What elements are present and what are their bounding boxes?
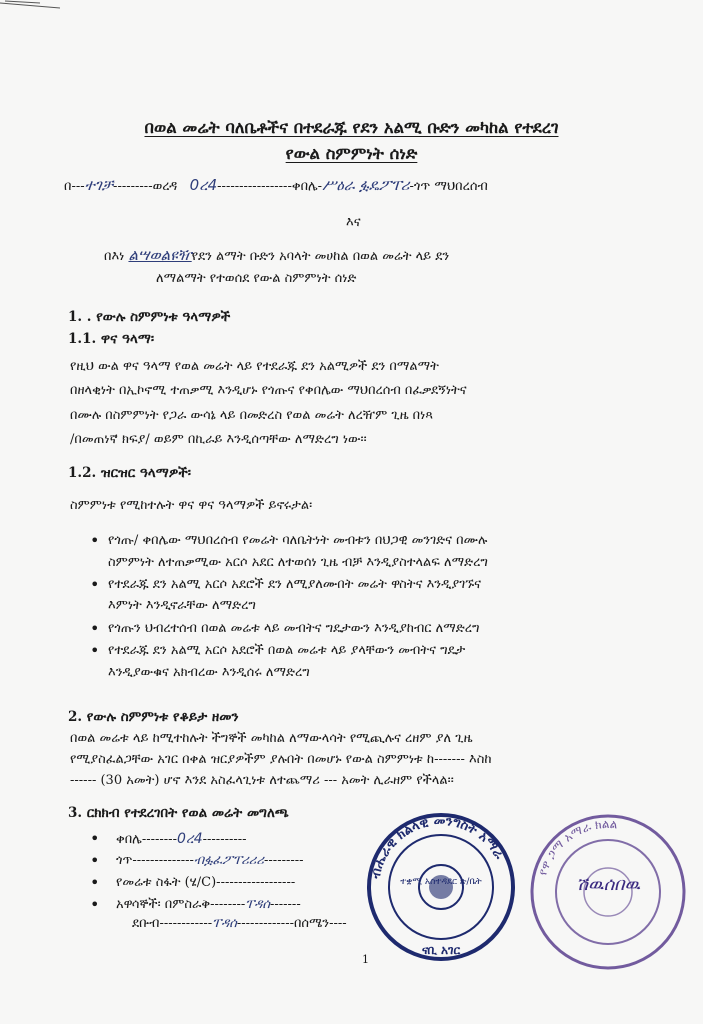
section-1-2-intro: ስምምነቱ የሚከተሉት ዋና ዋና ዓላማዎች ይኖሩታል፡	[70, 498, 313, 513]
svg-text:ተቋሚ አስተዳደር ጽ/ቤት: ተቋሚ አስተዳደር ጽ/ቤት	[400, 877, 482, 887]
svg-text:ብሔራዊ ክልላዊ መንግስት አማራ: ብሔራዊ ክልላዊ መንግስት አማራ	[368, 813, 507, 881]
section-1-heading: 1. . የውሉ ስምምነቱ ዓላማዎች	[68, 309, 231, 325]
svg-text:ሽዉሰበዉ: ሽዉሰበዉ	[575, 874, 641, 895]
section-2-line: ------ (30 አመት) ሆኖ እንደ አስፈላጊነቱ ለተጨማሪ --- አመት ሊራዘም የችላል፡፡	[70, 773, 454, 788]
para-line: በዘላቂነት በኢኮኖሚ ተጠቃሚ እንዲሆኑ የጎጡና የቀበሌው ማህበረሰብ በፈቃደኝነትና	[70, 383, 467, 398]
handwritten-kebele: ሥዕራ ፏዴፖፐሪ	[322, 176, 410, 194]
bullet-line: እምነት እንዲኖራቸው ለማድረግ	[108, 598, 256, 613]
bullet-line: የተደራጁ ደን አልሚ አርሶ አደሮች ደን ለሚያለሙበት መሬት ዋስትና እንዲያገኙና	[108, 577, 481, 592]
bullet-line: የተደራጁ ደን አልሚ አርሶ አደሮች በወል መሬቱ ላይ ያላቸውን መብትና ግዴታ	[108, 643, 466, 658]
intro-line-3: ለማልማት የተወሰደ የውል ስምምነት ሰነድ	[156, 271, 357, 286]
official-seal-right	[522, 812, 694, 974]
bullet-dot: •	[90, 641, 100, 660]
field-south: ደቡብ------------ፐዳሰ-------------በሰሜን----	[132, 916, 347, 931]
section-2-line: በወል መሬቱ ላይ ከሚተከሉት ችግኞች መካከል ለማውላሳት የሚጪሉና ረዘም ያለ ጊዜ	[70, 731, 473, 746]
section-3-heading: 3. ርክክብ የተደረገበት የወል መሬት መግለጫ	[68, 805, 289, 821]
bullet-line: የጎጡን ህብረተሰብ በወል መሬቱ ላይ መብትና ግዴታውን እንዲያከብር ለማድረግ	[108, 621, 480, 636]
bullet-line: ስምምነት ለተጠቃሚው አርሶ አደር ለተወሰነ ጊዜ ብቻ እንዲያስተላልፍ ለማድረግ	[108, 555, 488, 570]
scan-mark	[0, 0, 80, 20]
section-1-2-heading: 1.2. ዝርዝር ዓላማዎች፡	[68, 465, 191, 481]
bullet-line: የጎጡ/ ቀበሌው ማህበረሰብ የመሬት ባለቤትነት መብቱን በህጋዊ መንገድና በሙሉ	[108, 533, 488, 548]
svg-text:ናቢ አገር: ናቢ አገር	[421, 943, 461, 957]
intro-and: እና	[346, 215, 361, 230]
bullet-line: እንዲያውቁና አክብረው እንዲሰሩ ለማድረግ	[108, 665, 310, 680]
field-borders: አዋሳኞች፡ በምስራቅ--------ፐዳሰ-------	[116, 897, 301, 912]
field-got: ጎጥ--------------ብፏፈፖፐሪሪሪ---------	[116, 853, 304, 868]
bullet-dot: •	[90, 619, 100, 638]
svg-text:የዋ ጋማ አማራ ክልል: የዋ ጋማ አማራ ክልል	[535, 816, 619, 878]
para-line: በሙሉ በስምምነት የጋራ ውሳኔ ላይ በመድረስ የወል መሬት ለረዥም ጊዜ በነጻ	[70, 408, 434, 423]
para-line: የዚህ ውል ዋና ዓላማ የወል መሬት ላይ የተደራጁ ደን አልሚዎች ደን በማልማት	[70, 359, 439, 374]
bullet-dot: •	[90, 851, 100, 870]
official-seal-left	[356, 812, 526, 962]
field-area: የመሬቱ ስፋት (ሄ/C)------------------	[116, 875, 296, 890]
handwritten-woreda: 0ረ4	[189, 176, 218, 194]
section-2-heading: 2. የውሉ ስምምነቱ የቆይታ ዘመን	[68, 709, 239, 725]
section-1-1-heading: 1.1. ዋና ዓላማ፡	[68, 331, 155, 347]
field-kebele: ቀበሌ--------0ረ4----------	[116, 831, 247, 847]
bullet-dot: •	[90, 829, 100, 848]
bullet-dot: •	[90, 531, 100, 550]
para-line: /በመጠነኛ ክፍያ/ ወይም በኪራይ እንዲሰጣቸው ለማድረግ ነው፡፡	[70, 432, 367, 447]
title-line-2: የውል ስምምነት ሰነድ	[285, 144, 418, 163]
handwritten-group: ልሣወልዩዥ	[128, 246, 192, 264]
intro-line-1: በ---ተገቻ---------ወረዳ 0ረ4-----------------ቀበሌ-ሥዕራ ፏዴፖፐሪ-ጎጥ ማህበረሰብ	[64, 176, 488, 194]
section-2-line: የሚያስፈልጋቸው አገር በቀል ዝርያዎችም ያሉበት በመሆኑ የውል ስምምነቱ ከ------- እስከ	[70, 752, 492, 767]
title-line-1: በወል መሬት ባለቤቶችና በተደራጁ የደን አልሚ ቡድን መካከል የተደረገ	[144, 118, 559, 137]
bullet-dot: •	[90, 873, 100, 892]
page-number: 1	[362, 953, 369, 966]
handwritten-zone: ተገቻ	[84, 176, 114, 194]
bullet-dot: •	[90, 575, 100, 594]
bullet-dot: •	[90, 895, 100, 914]
intro-line-2: በእነ ልሣወልዩዥየደን ልማት ቡድን አባላት መሀከል በወል መሬት ላይ ደን	[104, 246, 450, 264]
